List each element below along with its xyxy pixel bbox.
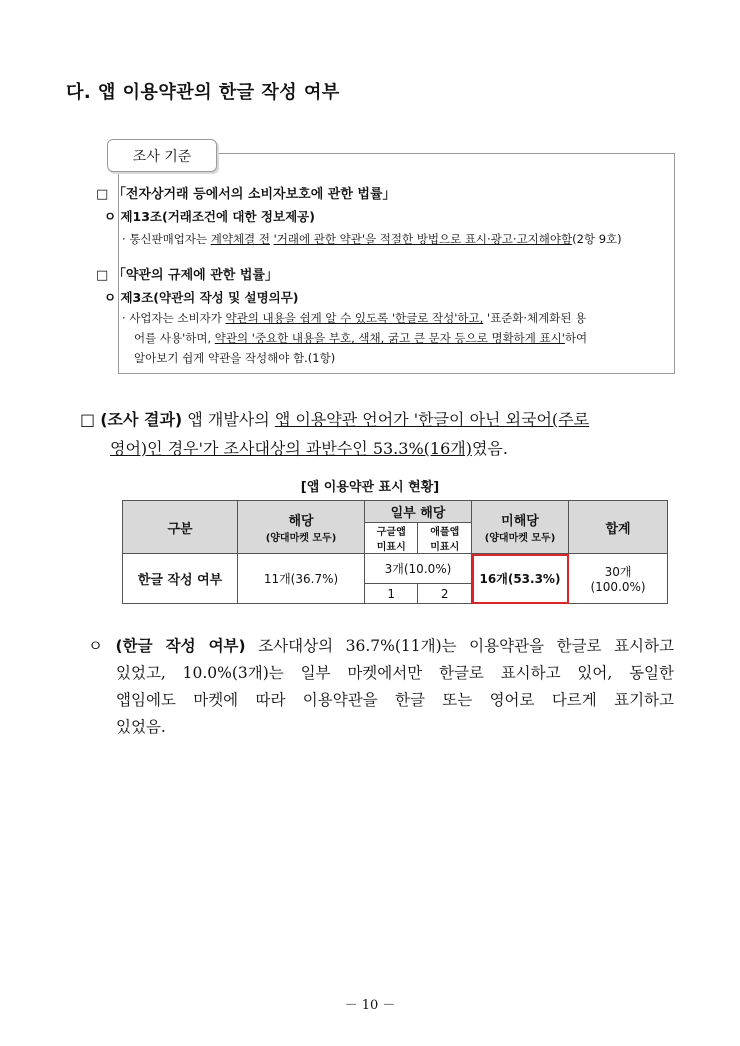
law2-bullet-line1: · 사업자는 소비자가 약관의 내용을 쉽게 알 수 있도록 '한글로 작성'하고, '표준화·체계화된 용 bbox=[122, 311, 587, 325]
circle-bullet-icon: ㅇ bbox=[88, 637, 103, 655]
law1-clause: ㅇ 제13조(거래조건에 대한 정보제공) bbox=[104, 209, 315, 224]
law2-bullet-line2: 어를 사용'하며, 약관의 '중요한 내용을 부호, 색채, 굵고 큰 문자 등으로 명확하게 표시'하여 bbox=[134, 331, 588, 345]
observation-label: (한글 작성 여부) bbox=[115, 637, 246, 655]
cell-total: 30개 (100.0%) bbox=[569, 554, 668, 604]
page-number: － 10 － bbox=[344, 998, 396, 1013]
checkbox-square-icon: □ bbox=[96, 187, 109, 202]
circle-bullet-icon: ㅇ bbox=[104, 209, 117, 224]
header-partial: 일부 해당 bbox=[365, 501, 472, 523]
row-label: 한글 작성 여부 bbox=[123, 554, 238, 604]
cell-apple: 2 bbox=[418, 584, 472, 604]
cell-applicable: 11개(36.7%) bbox=[238, 554, 365, 604]
circle-bullet-icon: ㅇ bbox=[104, 290, 117, 305]
law1-title: □ 「전자상거래 등에서의 소비자보호에 관한 법률」 bbox=[96, 187, 396, 202]
header-applicable: 해당 (양대마켓 모두) bbox=[238, 501, 365, 554]
law1-bullet: · 통신판매업자는 계약체결 전 '거래에 관한 약관'을 적절한 방법으로 표시·광고·고지해야함(2항 9호) bbox=[122, 232, 622, 246]
header-total: 합계 bbox=[569, 501, 668, 554]
checkbox-square-icon: □ bbox=[80, 410, 96, 429]
status-table bbox=[122, 500, 668, 604]
cell-not-applicable: 16개(53.3%) bbox=[472, 554, 569, 604]
law2-bullet-line3: 알아보기 쉽게 약관을 작성해야 함.(1항) bbox=[134, 351, 336, 365]
header-apple: 애플앱 미표시 bbox=[418, 523, 472, 554]
dot-bullet-icon: · bbox=[122, 311, 126, 325]
cell-google: 1 bbox=[365, 584, 418, 604]
dot-bullet-icon: · bbox=[122, 232, 126, 246]
cell-partial: 3개(10.0%) bbox=[365, 554, 472, 584]
header-category: 구분 bbox=[123, 501, 238, 554]
result-paragraph: □ (조사 결과) 앱 개발사의 앱 이용약관 언어가 '한글이 아닌 외국어(주로 영어)인 경우'가 조사대상의 과반수인 53.3%(16개)였음. bbox=[80, 410, 590, 458]
law2-clause: ㅇ 제3조(약관의 작성 및 설명의무) bbox=[104, 290, 299, 305]
criteria-tab: 조사 기준 bbox=[107, 139, 217, 172]
result-label: (조사 결과) bbox=[100, 410, 183, 429]
header-not-applicable: 미해당 (양대마켓 모두) bbox=[472, 501, 569, 554]
observation-paragraph: ㅇ (한글 작성 여부) 조사대상의 36.7%(11개)는 이용약관을 한글로 표시하고 있었고, 10.0%(3개)는 일부 마켓에서만 한글로 표시하고 있어, 동일한 앱임에도 마켓에 따라 이용약관을 한글 또는 영어로 다르게 표기하고 있었음. bbox=[88, 637, 674, 736]
table-title: [앱 이용약관 표시 현황] bbox=[300, 480, 440, 495]
section-heading: 다. 앱 이용약관의 한글 작성 여부 bbox=[66, 82, 340, 103]
law2-title: □ 「약관의 규제에 관한 법률」 bbox=[96, 268, 278, 283]
checkbox-square-icon: □ bbox=[96, 268, 109, 283]
header-google: 구글앱 미표시 bbox=[365, 523, 418, 554]
